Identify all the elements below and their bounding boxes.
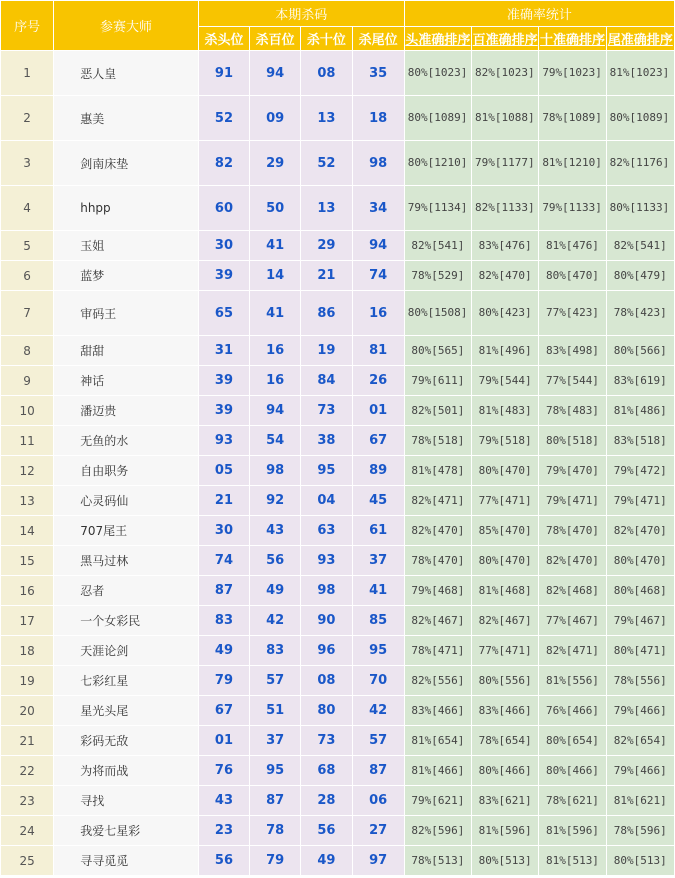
table-row [1,366,674,395]
kill-code: 18 [353,96,404,140]
accuracy-value: 77%[544] [539,366,605,395]
master-name: 七彩红星 [54,666,198,695]
kill-code: 63 [301,516,351,545]
accuracy-value: 78%[1089] [539,96,605,140]
accuracy-value: 80%[513] [607,846,674,875]
row-number: 20 [1,696,53,725]
kill-code: 39 [199,396,249,425]
kill-code: 74 [199,546,249,575]
accuracy-value: 81%[486] [607,396,674,425]
accuracy-value: 78%[470] [539,516,605,545]
kill-code: 35 [353,51,404,95]
accuracy-value: 83%[518] [607,426,674,455]
kill-code: 04 [301,486,351,515]
master-name: 我爱七星彩 [54,816,198,845]
accuracy-value: 78%[518] [405,426,471,455]
kill-code: 37 [250,726,300,755]
table-row [1,456,674,485]
kill-code: 92 [250,486,300,515]
kill-code: 60 [199,186,249,230]
table-row [1,786,674,815]
accuracy-value: 80%[466] [472,756,538,785]
accuracy-value: 79%[1023] [539,51,605,95]
kill-code: 52 [199,96,249,140]
accuracy-value: 81%[556] [539,666,605,695]
accuracy-value: 80%[518] [539,426,605,455]
accuracy-value: 82%[471] [539,636,605,665]
kill-code: 80 [301,696,351,725]
accuracy-value: 79%[611] [405,366,471,395]
kill-code: 57 [353,726,404,755]
accuracy-value: 80%[1089] [405,96,471,140]
row-number: 14 [1,516,53,545]
accuracy-value: 78%[621] [539,786,605,815]
kill-code: 31 [199,336,249,365]
accuracy-value: 81%[496] [472,336,538,365]
accuracy-value: 80%[565] [405,336,471,365]
table-row [1,261,674,290]
row-number: 11 [1,426,53,455]
header-kill-ten: 杀十位 [301,27,351,50]
table-row [1,636,674,665]
accuracy-value: 82%[596] [405,816,471,845]
kill-code: 79 [199,666,249,695]
table-row [1,486,674,515]
accuracy-value: 81%[621] [607,786,674,815]
table-row [1,726,674,755]
accuracy-value: 80%[479] [607,261,674,290]
kill-code: 41 [250,231,300,260]
table-row [1,141,674,185]
kill-code: 65 [199,291,249,335]
accuracy-value: 79%[1133] [539,186,605,230]
accuracy-value: 80%[1089] [607,96,674,140]
master-name: 惠美 [54,96,198,140]
kill-code: 13 [301,96,351,140]
kill-code: 39 [199,366,249,395]
table-row [1,576,674,605]
accuracy-value: 85%[470] [472,516,538,545]
accuracy-value: 78%[654] [472,726,538,755]
accuracy-value: 80%[470] [607,546,674,575]
kill-code: 95 [250,756,300,785]
row-number: 3 [1,141,53,185]
kill-code: 94 [250,396,300,425]
kill-code: 23 [199,816,249,845]
master-name: 潘迈贵 [54,396,198,425]
kill-code: 74 [353,261,404,290]
table-row [1,231,674,260]
accuracy-value: 79%[470] [539,456,605,485]
kill-code: 90 [301,606,351,635]
header-acc-head-sort[interactable]: 头准确排序 [405,27,471,50]
kill-code: 16 [250,366,300,395]
accuracy-value: 80%[654] [539,726,605,755]
kill-code: 45 [353,486,404,515]
accuracy-value: 81%[654] [405,726,471,755]
kill-code: 08 [301,666,351,695]
header-kill-head: 杀头位 [199,27,249,50]
kill-code: 41 [250,291,300,335]
kill-code: 61 [353,516,404,545]
accuracy-value: 83%[466] [472,696,538,725]
kill-code: 29 [301,231,351,260]
header-kill-tail: 杀尾位 [353,27,404,50]
accuracy-value: 81%[1210] [539,141,605,185]
kill-code: 83 [199,606,249,635]
master-name: 心灵码仙 [54,486,198,515]
master-name: 星光头尾 [54,696,198,725]
accuracy-value: 82%[1023] [472,51,538,95]
accuracy-value: 79%[472] [607,456,674,485]
accuracy-value: 80%[470] [472,546,538,575]
row-number: 12 [1,456,53,485]
accuracy-value: 79%[471] [607,486,674,515]
accuracy-value: 80%[566] [607,336,674,365]
kill-code: 09 [250,96,300,140]
row-number: 15 [1,546,53,575]
row-number: 17 [1,606,53,635]
header-kill-group: 本期杀码 [199,1,404,26]
kill-code: 67 [353,426,404,455]
row-number: 13 [1,486,53,515]
kill-code: 30 [199,231,249,260]
row-number: 16 [1,576,53,605]
kill-code: 79 [250,846,300,875]
table-row [1,696,674,725]
kill-code: 05 [199,456,249,485]
accuracy-value: 82%[541] [607,231,674,260]
accuracy-value: 83%[466] [405,696,471,725]
kill-code: 30 [199,516,249,545]
kill-code: 83 [250,636,300,665]
accuracy-value: 82%[467] [405,606,471,635]
header-no: 序号 [1,1,53,50]
kill-code: 26 [353,366,404,395]
kill-code: 56 [301,816,351,845]
accuracy-value: 83%[619] [607,366,674,395]
accuracy-value: 78%[470] [405,546,471,575]
table-row [1,546,674,575]
kill-code: 78 [250,816,300,845]
row-number: 10 [1,396,53,425]
accuracy-value: 82%[470] [472,261,538,290]
table-row [1,396,674,425]
kill-code: 73 [301,726,351,755]
master-name: 恶人皇 [54,51,198,95]
master-name: 一个女彩民 [54,606,198,635]
accuracy-value: 80%[470] [539,261,605,290]
master-name: 自由职务 [54,456,198,485]
accuracy-value: 79%[466] [607,756,674,785]
kill-code: 87 [199,576,249,605]
kill-code: 43 [199,786,249,815]
kill-code: 13 [301,186,351,230]
kill-code: 70 [353,666,404,695]
accuracy-value: 77%[471] [472,636,538,665]
row-number: 9 [1,366,53,395]
accuracy-value: 82%[1176] [607,141,674,185]
row-number: 23 [1,786,53,815]
accuracy-value: 77%[467] [539,606,605,635]
header-acc-tail-sort[interactable]: 尾准确排序 [607,27,674,50]
master-name: 寻找 [54,786,198,815]
accuracy-value: 78%[513] [405,846,471,875]
accuracy-value: 78%[529] [405,261,471,290]
kill-code: 16 [250,336,300,365]
accuracy-value: 83%[498] [539,336,605,365]
kill-code: 67 [199,696,249,725]
accuracy-value: 80%[1133] [607,186,674,230]
kill-code: 42 [250,606,300,635]
kill-code: 29 [250,141,300,185]
kill-code: 52 [301,141,351,185]
row-number: 2 [1,96,53,140]
master-name: 彩码无敌 [54,726,198,755]
row-number: 6 [1,261,53,290]
master-name: 707尾王 [54,516,198,545]
accuracy-value: 82%[556] [405,666,471,695]
accuracy-value: 80%[470] [472,456,538,485]
row-number: 19 [1,666,53,695]
row-number: 7 [1,291,53,335]
accuracy-value: 82%[654] [607,726,674,755]
master-name: 玉姐 [54,231,198,260]
accuracy-value: 77%[423] [539,291,605,335]
accuracy-value: 80%[468] [607,576,674,605]
kill-code: 97 [353,846,404,875]
kill-code: 89 [353,456,404,485]
accuracy-value: 77%[471] [472,486,538,515]
header-accuracy-group: 准确率统计 [405,1,674,26]
kill-code: 43 [250,516,300,545]
row-number: 25 [1,846,53,875]
kill-code: 21 [301,261,351,290]
accuracy-value: 80%[1210] [405,141,471,185]
kill-code: 98 [353,141,404,185]
accuracy-value: 78%[596] [607,816,674,845]
accuracy-value: 78%[471] [405,636,471,665]
kill-code: 84 [301,366,351,395]
accuracy-value: 82%[1133] [472,186,538,230]
table-row [1,846,674,875]
accuracy-value: 79%[544] [472,366,538,395]
accuracy-value: 79%[1177] [472,141,538,185]
master-name: 蓝梦 [54,261,198,290]
accuracy-value: 80%[556] [472,666,538,695]
master-name: 神话 [54,366,198,395]
kill-code: 56 [199,846,249,875]
table-row [1,96,674,140]
accuracy-value: 83%[621] [472,786,538,815]
accuracy-value: 81%[513] [539,846,605,875]
accuracy-value: 79%[621] [405,786,471,815]
kill-code: 37 [353,546,404,575]
accuracy-value: 79%[518] [472,426,538,455]
kill-code: 38 [301,426,351,455]
table-row [1,186,674,230]
accuracy-value: 82%[501] [405,396,471,425]
master-name: 天涯论剑 [54,636,198,665]
accuracy-value: 81%[483] [472,396,538,425]
table-row [1,816,674,845]
master-name: 黑马过林 [54,546,198,575]
accuracy-value: 78%[423] [607,291,674,335]
table-row [1,51,674,95]
accuracy-value: 80%[1023] [405,51,471,95]
kill-code: 76 [199,756,249,785]
accuracy-value: 79%[466] [607,696,674,725]
header-acc-ten-sort[interactable]: 十准确排序 [539,27,605,50]
accuracy-value: 79%[467] [607,606,674,635]
header-master: 参赛大师 [54,1,198,50]
kill-code: 49 [250,576,300,605]
kill-code: 57 [250,666,300,695]
table-row [1,666,674,695]
accuracy-value: 79%[468] [405,576,471,605]
master-name: 为将而战 [54,756,198,785]
kill-code: 98 [301,576,351,605]
kill-code: 28 [301,786,351,815]
accuracy-value: 79%[1134] [405,186,471,230]
kill-code: 86 [301,291,351,335]
kill-code: 56 [250,546,300,575]
row-number: 4 [1,186,53,230]
accuracy-value: 82%[470] [539,546,605,575]
kill-code: 49 [301,846,351,875]
accuracy-value: 79%[471] [539,486,605,515]
table-row [1,606,674,635]
row-number: 5 [1,231,53,260]
master-name: 无鱼的水 [54,426,198,455]
kill-code: 54 [250,426,300,455]
kill-code: 42 [353,696,404,725]
kill-code: 41 [353,576,404,605]
kill-code: 87 [250,786,300,815]
accuracy-value: 82%[471] [405,486,471,515]
accuracy-value: 82%[467] [472,606,538,635]
kill-code: 16 [353,291,404,335]
accuracy-value: 78%[483] [539,396,605,425]
kill-code: 73 [301,396,351,425]
accuracy-value: 80%[471] [607,636,674,665]
row-number: 18 [1,636,53,665]
header-acc-hundred-sort[interactable]: 百准确排序 [472,27,538,50]
accuracy-value: 81%[596] [539,816,605,845]
kill-code: 94 [250,51,300,95]
accuracy-value: 80%[466] [539,756,605,785]
kill-code: 27 [353,816,404,845]
accuracy-value: 81%[466] [405,756,471,785]
kill-code: 19 [301,336,351,365]
kill-code: 87 [353,756,404,785]
row-number: 8 [1,336,53,365]
accuracy-value: 81%[596] [472,816,538,845]
master-name: 剑南床垫 [54,141,198,185]
kill-code: 34 [353,186,404,230]
kill-code: 96 [301,636,351,665]
master-name: 忍者 [54,576,198,605]
kill-code: 01 [199,726,249,755]
kill-code: 82 [199,141,249,185]
table-row [1,426,674,455]
kill-code: 93 [301,546,351,575]
accuracy-value: 81%[468] [472,576,538,605]
kill-code: 94 [353,231,404,260]
kill-code: 98 [250,456,300,485]
row-number: 22 [1,756,53,785]
kill-code: 85 [353,606,404,635]
master-name: 审码王 [54,291,198,335]
master-name: hhpp [54,186,198,230]
kill-code: 08 [301,51,351,95]
kill-code: 01 [353,396,404,425]
kill-code: 06 [353,786,404,815]
accuracy-value: 82%[541] [405,231,471,260]
master-name: 甜甜 [54,336,198,365]
kill-code: 91 [199,51,249,95]
kill-code: 39 [199,261,249,290]
accuracy-value: 80%[423] [472,291,538,335]
accuracy-value: 81%[1088] [472,96,538,140]
accuracy-value: 82%[468] [539,576,605,605]
accuracy-value: 83%[476] [472,231,538,260]
kill-code: 21 [199,486,249,515]
row-number: 24 [1,816,53,845]
accuracy-value: 81%[476] [539,231,605,260]
table-row [1,756,674,785]
header-kill-hundred: 杀百位 [250,27,300,50]
kill-code: 14 [250,261,300,290]
accuracy-value: 81%[478] [405,456,471,485]
kill-code: 95 [353,636,404,665]
kill-code: 50 [250,186,300,230]
master-name: 寻寻觅觅 [54,846,198,875]
accuracy-value: 78%[556] [607,666,674,695]
row-number: 21 [1,726,53,755]
table-row [1,336,674,365]
table-row [1,516,674,545]
accuracy-value: 76%[466] [539,696,605,725]
accuracy-value: 81%[1023] [607,51,674,95]
kill-code: 81 [353,336,404,365]
kill-code: 51 [250,696,300,725]
accuracy-value: 80%[1508] [405,291,471,335]
accuracy-value: 80%[513] [472,846,538,875]
kill-code: 93 [199,426,249,455]
kill-code: 95 [301,456,351,485]
kill-code: 68 [301,756,351,785]
table-row [1,291,674,335]
accuracy-value: 82%[470] [607,516,674,545]
row-number: 1 [1,51,53,95]
kill-code: 49 [199,636,249,665]
accuracy-value: 82%[470] [405,516,471,545]
